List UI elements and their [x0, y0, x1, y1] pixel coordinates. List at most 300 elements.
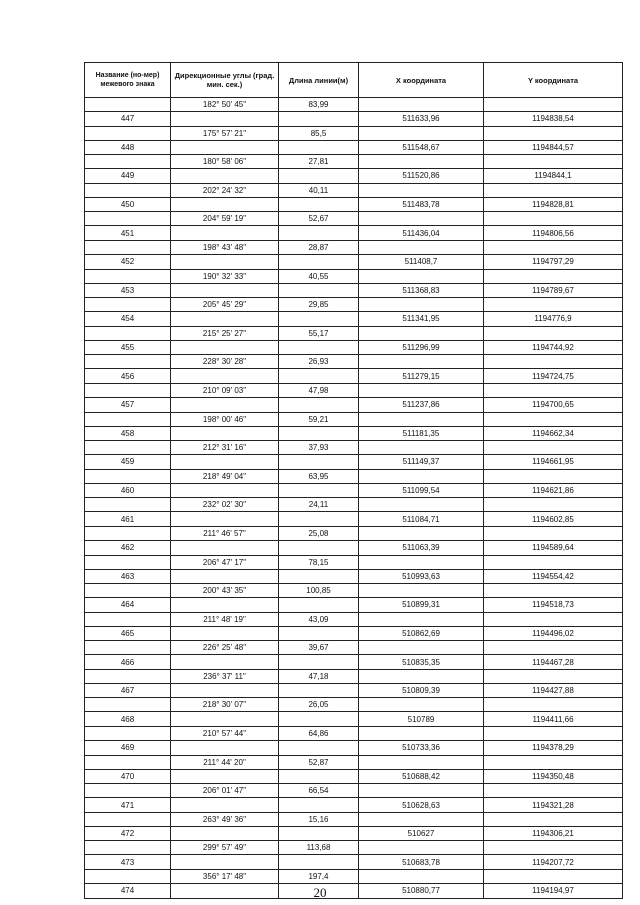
x-coordinate-cell: 511341,95: [359, 312, 484, 327]
y-coordinate-cell-empty: [484, 584, 623, 598]
line-length-cell: 55,17: [279, 326, 359, 340]
point-name-cell-empty: [85, 298, 171, 312]
header-line-length: Длина линии(м): [279, 63, 359, 98]
x-coordinate-cell-empty: [359, 412, 484, 426]
point-name-cell: 452: [85, 254, 171, 269]
y-coordinate-cell: 1194602,85: [484, 512, 623, 527]
line-length-cell: 59,21: [279, 412, 359, 426]
direction-angle-cell-empty: [171, 112, 279, 127]
line-length-cell: 40,11: [279, 183, 359, 197]
direction-angle-cell-empty: [171, 798, 279, 813]
y-coordinate-cell: 1194797,29: [484, 254, 623, 269]
y-coordinate-cell: 1194838,54: [484, 112, 623, 127]
point-row: [85, 512, 623, 527]
point-name-cell-empty: [85, 727, 171, 741]
point-row: [85, 197, 623, 212]
y-coordinate-cell-empty: [484, 698, 623, 712]
segment-row: [85, 355, 623, 369]
point-name-cell-empty: [85, 641, 171, 655]
line-length-cell: 85,5: [279, 126, 359, 140]
y-coordinate-cell-empty: [484, 355, 623, 369]
segment-row: [85, 412, 623, 426]
x-coordinate-cell-empty: [359, 526, 484, 540]
x-coordinate-cell: 511368,83: [359, 283, 484, 298]
direction-angle-cell: 356° 17' 48": [171, 870, 279, 884]
direction-angle-cell: 206° 01' 47": [171, 784, 279, 798]
x-coordinate-cell: 510809,39: [359, 683, 484, 698]
y-coordinate-cell: 1194496,02: [484, 626, 623, 641]
line-length-cell-empty: [279, 626, 359, 641]
x-coordinate-cell-empty: [359, 641, 484, 655]
x-coordinate-cell: 511548,67: [359, 140, 484, 155]
point-row: [85, 283, 623, 298]
x-coordinate-cell: 510993,63: [359, 569, 484, 584]
point-name-cell: 467: [85, 683, 171, 698]
direction-angle-cell: 212° 31' 16": [171, 441, 279, 455]
line-length-cell-empty: [279, 826, 359, 841]
line-length-cell-empty: [279, 112, 359, 127]
segment-row: [85, 870, 623, 884]
y-coordinate-cell: 1194621,86: [484, 483, 623, 498]
point-row: [85, 540, 623, 555]
line-length-cell-empty: [279, 769, 359, 784]
segment-row: [85, 755, 623, 769]
direction-angle-cell-empty: [171, 197, 279, 212]
point-name-cell: 461: [85, 512, 171, 527]
x-coordinate-cell-empty: [359, 555, 484, 569]
direction-angle-cell-empty: [171, 483, 279, 498]
direction-angle-cell-empty: [171, 712, 279, 727]
segment-row: [85, 584, 623, 598]
direction-angle-cell: 226° 25' 48": [171, 641, 279, 655]
y-coordinate-cell: 1194378,29: [484, 741, 623, 756]
segment-row: [85, 784, 623, 798]
point-row: [85, 369, 623, 384]
direction-angle-cell-empty: [171, 369, 279, 384]
line-length-cell-empty: [279, 283, 359, 298]
point-name-cell: 459: [85, 455, 171, 470]
y-coordinate-cell: 1194744,92: [484, 340, 623, 355]
line-length-cell-empty: [279, 169, 359, 184]
point-name-cell-empty: [85, 269, 171, 283]
line-length-cell-empty: [279, 683, 359, 698]
y-coordinate-cell: 1194828,81: [484, 197, 623, 212]
segment-row: [85, 727, 623, 741]
line-length-cell: 28,87: [279, 240, 359, 254]
segment-row: [85, 183, 623, 197]
header-direction-angle: Дирекционные углы (град. мин. сек.): [171, 63, 279, 98]
point-name-cell: 456: [85, 369, 171, 384]
y-coordinate-cell: 1194662,34: [484, 426, 623, 441]
direction-angle-cell: 190° 32' 33": [171, 269, 279, 283]
point-name-cell-empty: [85, 555, 171, 569]
point-row: [85, 798, 623, 813]
y-coordinate-cell-empty: [484, 469, 623, 483]
y-coordinate-cell-empty: [484, 555, 623, 569]
y-coordinate-cell-empty: [484, 641, 623, 655]
point-name-cell: 460: [85, 483, 171, 498]
x-coordinate-cell-empty: [359, 355, 484, 369]
segment-row: [85, 155, 623, 169]
line-length-cell-empty: [279, 569, 359, 584]
line-length-cell: 47,98: [279, 383, 359, 397]
y-coordinate-cell-empty: [484, 784, 623, 798]
point-name-cell-empty: [85, 698, 171, 712]
x-coordinate-cell: 510628,63: [359, 798, 484, 813]
x-coordinate-cell-empty: [359, 584, 484, 598]
y-coordinate-cell: 1194350,48: [484, 769, 623, 784]
line-length-cell-empty: [279, 798, 359, 813]
segment-row: [85, 841, 623, 855]
point-name-cell: 447: [85, 112, 171, 127]
line-length-cell-empty: [279, 512, 359, 527]
y-coordinate-cell-empty: [484, 269, 623, 283]
point-name-cell-empty: [85, 812, 171, 826]
x-coordinate-cell-empty: [359, 298, 484, 312]
point-name-cell-empty: [85, 126, 171, 140]
segment-row: [85, 555, 623, 569]
x-coordinate-cell: 510862,69: [359, 626, 484, 641]
point-name-cell: 469: [85, 741, 171, 756]
point-name-cell: 465: [85, 626, 171, 641]
direction-angle-cell-empty: [171, 741, 279, 756]
line-length-cell-empty: [279, 712, 359, 727]
point-name-cell: 454: [85, 312, 171, 327]
point-row: [85, 655, 623, 670]
y-coordinate-cell-empty: [484, 298, 623, 312]
direction-angle-cell: 210° 09' 03": [171, 383, 279, 397]
line-length-cell: 197,4: [279, 870, 359, 884]
point-name-cell: 450: [85, 197, 171, 212]
point-row: [85, 254, 623, 269]
point-row: [85, 683, 623, 698]
direction-angle-cell-empty: [171, 598, 279, 613]
point-name-cell-empty: [85, 212, 171, 226]
point-name-cell-empty: [85, 326, 171, 340]
point-name-cell: 470: [85, 769, 171, 784]
point-name-cell-empty: [85, 98, 171, 112]
point-name-cell-empty: [85, 755, 171, 769]
point-name-cell: 462: [85, 540, 171, 555]
y-coordinate-cell: 1194806,56: [484, 226, 623, 241]
x-coordinate-cell-empty: [359, 698, 484, 712]
point-row: [85, 626, 623, 641]
x-coordinate-cell: 510880,77: [359, 884, 484, 899]
x-coordinate-cell: 511279,15: [359, 369, 484, 384]
segment-row: [85, 298, 623, 312]
y-coordinate-cell-empty: [484, 755, 623, 769]
point-name-cell: 468: [85, 712, 171, 727]
line-length-cell: 26,93: [279, 355, 359, 369]
point-name-cell: 474: [85, 884, 171, 899]
line-length-cell-empty: [279, 254, 359, 269]
point-row: [85, 312, 623, 327]
y-coordinate-cell-empty: [484, 669, 623, 683]
y-coordinate-cell: 1194518,73: [484, 598, 623, 613]
y-coordinate-cell-empty: [484, 841, 623, 855]
direction-angle-cell: 232° 02' 30": [171, 498, 279, 512]
y-coordinate-cell-empty: [484, 526, 623, 540]
line-length-cell-empty: [279, 340, 359, 355]
line-length-cell: 83,99: [279, 98, 359, 112]
direction-angle-cell-empty: [171, 626, 279, 641]
point-name-cell: 457: [85, 397, 171, 412]
x-coordinate-cell-empty: [359, 126, 484, 140]
x-coordinate-cell: 510683,78: [359, 855, 484, 870]
point-name-cell-empty: [85, 240, 171, 254]
direction-angle-cell-empty: [171, 426, 279, 441]
y-coordinate-cell: 1194321,28: [484, 798, 623, 813]
y-coordinate-cell-empty: [484, 498, 623, 512]
y-coordinate-cell-empty: [484, 183, 623, 197]
point-name-cell-empty: [85, 155, 171, 169]
header-x-coordinate: X координата: [359, 63, 484, 98]
x-coordinate-cell-empty: [359, 269, 484, 283]
direction-angle-cell: 263° 49' 36": [171, 812, 279, 826]
direction-angle-cell-empty: [171, 769, 279, 784]
segment-row: [85, 698, 623, 712]
x-coordinate-cell-empty: [359, 383, 484, 397]
x-coordinate-cell-empty: [359, 612, 484, 626]
point-row: [85, 455, 623, 470]
coordinates-table-container: [84, 62, 622, 899]
y-coordinate-cell: 1194844,1: [484, 169, 623, 184]
line-length-cell: 40,55: [279, 269, 359, 283]
y-coordinate-cell: 1194789,67: [484, 283, 623, 298]
point-row: [85, 741, 623, 756]
direction-angle-cell: 180° 58' 06": [171, 155, 279, 169]
segment-row: [85, 469, 623, 483]
point-row: [85, 769, 623, 784]
point-name-cell-empty: [85, 183, 171, 197]
direction-angle-cell-empty: [171, 512, 279, 527]
segment-row: [85, 269, 623, 283]
direction-angle-cell: 198° 00' 46": [171, 412, 279, 426]
line-length-cell: 39,67: [279, 641, 359, 655]
x-coordinate-cell-empty: [359, 469, 484, 483]
x-coordinate-cell: 511149,37: [359, 455, 484, 470]
line-length-cell: 63,95: [279, 469, 359, 483]
x-coordinate-cell: 511408,7: [359, 254, 484, 269]
line-length-cell: 64,86: [279, 727, 359, 741]
direction-angle-cell-empty: [171, 169, 279, 184]
direction-angle-cell-empty: [171, 455, 279, 470]
point-name-cell-empty: [85, 870, 171, 884]
segment-row: [85, 326, 623, 340]
page-number: 20: [313, 885, 327, 900]
point-name-cell-empty: [85, 669, 171, 683]
y-coordinate-cell: 1194554,42: [484, 569, 623, 584]
point-name-cell: 451: [85, 226, 171, 241]
line-length-cell-empty: [279, 369, 359, 384]
direction-angle-cell: 202° 24' 32": [171, 183, 279, 197]
segment-row: [85, 812, 623, 826]
y-coordinate-cell-empty: [484, 412, 623, 426]
line-length-cell-empty: [279, 855, 359, 870]
point-name-cell: 471: [85, 798, 171, 813]
direction-angle-cell: 206° 47' 17": [171, 555, 279, 569]
direction-angle-cell-empty: [171, 312, 279, 327]
segment-row: [85, 98, 623, 112]
line-length-cell: 26,05: [279, 698, 359, 712]
line-length-cell: 27,81: [279, 155, 359, 169]
x-coordinate-cell: 511099,54: [359, 483, 484, 498]
y-coordinate-cell: 1194724,75: [484, 369, 623, 384]
x-coordinate-cell: 510835,35: [359, 655, 484, 670]
point-row: [85, 569, 623, 584]
line-length-cell: 43,09: [279, 612, 359, 626]
line-length-cell: 52,67: [279, 212, 359, 226]
y-coordinate-cell-empty: [484, 155, 623, 169]
x-coordinate-cell-empty: [359, 98, 484, 112]
line-length-cell: 15,16: [279, 812, 359, 826]
y-coordinate-cell-empty: [484, 326, 623, 340]
x-coordinate-cell: 510688,42: [359, 769, 484, 784]
x-coordinate-cell-empty: [359, 870, 484, 884]
x-coordinate-cell-empty: [359, 183, 484, 197]
line-length-cell-empty: [279, 598, 359, 613]
x-coordinate-cell: 511181,35: [359, 426, 484, 441]
line-length-cell: 113,68: [279, 841, 359, 855]
y-coordinate-cell: 1194411,66: [484, 712, 623, 727]
point-row: [85, 112, 623, 127]
direction-angle-cell: 210° 57' 44": [171, 727, 279, 741]
direction-angle-cell: 205° 45' 29": [171, 298, 279, 312]
boundary-points-table: [84, 62, 623, 899]
y-coordinate-cell-empty: [484, 240, 623, 254]
point-name-cell-empty: [85, 498, 171, 512]
x-coordinate-cell: 511483,78: [359, 197, 484, 212]
segment-row: [85, 383, 623, 397]
table-header-row: [85, 63, 623, 98]
point-row: [85, 855, 623, 870]
line-length-cell: 25,08: [279, 526, 359, 540]
x-coordinate-cell-empty: [359, 212, 484, 226]
line-length-cell-empty: [279, 741, 359, 756]
direction-angle-cell-empty: [171, 254, 279, 269]
direction-angle-cell: 215° 25' 27": [171, 326, 279, 340]
direction-angle-cell: 299° 57' 49": [171, 841, 279, 855]
point-name-cell-empty: [85, 784, 171, 798]
x-coordinate-cell-empty: [359, 498, 484, 512]
direction-angle-cell-empty: [171, 569, 279, 584]
y-coordinate-cell: 1194700,65: [484, 397, 623, 412]
x-coordinate-cell: 511520,86: [359, 169, 484, 184]
y-coordinate-cell: 1194306,21: [484, 826, 623, 841]
direction-angle-cell-empty: [171, 340, 279, 355]
y-coordinate-cell-empty: [484, 870, 623, 884]
direction-angle-cell: 211° 44' 20": [171, 755, 279, 769]
header-y-coordinate: Y координата: [484, 63, 623, 98]
header-point-name: Название (но-мер) межевого знака: [85, 63, 171, 98]
y-coordinate-cell: 1194427,88: [484, 683, 623, 698]
direction-angle-cell-empty: [171, 855, 279, 870]
y-coordinate-cell-empty: [484, 126, 623, 140]
line-length-cell-empty: [279, 540, 359, 555]
direction-angle-cell-empty: [171, 540, 279, 555]
line-length-cell: 24,11: [279, 498, 359, 512]
x-coordinate-cell: 511633,96: [359, 112, 484, 127]
point-name-cell: 453: [85, 283, 171, 298]
direction-angle-cell: 228° 30' 28": [171, 355, 279, 369]
line-length-cell: 47,18: [279, 669, 359, 683]
point-row: [85, 826, 623, 841]
point-name-cell: 473: [85, 855, 171, 870]
table-body: [85, 98, 623, 899]
line-length-cell: 29,85: [279, 298, 359, 312]
line-length-cell: 52,87: [279, 755, 359, 769]
point-name-cell: 455: [85, 340, 171, 355]
point-name-cell-empty: [85, 412, 171, 426]
line-length-cell: 78,15: [279, 555, 359, 569]
y-coordinate-cell-empty: [484, 727, 623, 741]
x-coordinate-cell: 511084,71: [359, 512, 484, 527]
point-name-cell-empty: [85, 526, 171, 540]
y-coordinate-cell: 1194776,9: [484, 312, 623, 327]
x-coordinate-cell-empty: [359, 841, 484, 855]
point-row: [85, 426, 623, 441]
segment-row: [85, 126, 623, 140]
point-name-cell-empty: [85, 441, 171, 455]
line-length-cell-empty: [279, 312, 359, 327]
x-coordinate-cell: 511237,86: [359, 397, 484, 412]
x-coordinate-cell-empty: [359, 727, 484, 741]
direction-angle-cell: 175° 57' 21": [171, 126, 279, 140]
point-name-cell: 466: [85, 655, 171, 670]
x-coordinate-cell: 511063,39: [359, 540, 484, 555]
x-coordinate-cell: 511436,04: [359, 226, 484, 241]
x-coordinate-cell: 511296,99: [359, 340, 484, 355]
point-name-cell: 449: [85, 169, 171, 184]
x-coordinate-cell-empty: [359, 441, 484, 455]
x-coordinate-cell: 510733,36: [359, 741, 484, 756]
point-name-cell: 463: [85, 569, 171, 584]
point-name-cell: 472: [85, 826, 171, 841]
point-row: [85, 598, 623, 613]
segment-row: [85, 212, 623, 226]
direction-angle-cell-empty: [171, 397, 279, 412]
direction-angle-cell-empty: [171, 140, 279, 155]
point-name-cell: 458: [85, 426, 171, 441]
point-row: [85, 140, 623, 155]
direction-angle-cell: 211° 48' 19": [171, 612, 279, 626]
y-coordinate-cell: 1194207,72: [484, 855, 623, 870]
direction-angle-cell-empty: [171, 683, 279, 698]
segment-row: [85, 240, 623, 254]
line-length-cell-empty: [279, 655, 359, 670]
point-row: [85, 226, 623, 241]
x-coordinate-cell: 510627: [359, 826, 484, 841]
line-length-cell: 66,54: [279, 784, 359, 798]
y-coordinate-cell-empty: [484, 441, 623, 455]
y-coordinate-cell: 1194844,57: [484, 140, 623, 155]
segment-row: [85, 441, 623, 455]
line-length-cell: 37,93: [279, 441, 359, 455]
point-name-cell: 464: [85, 598, 171, 613]
y-coordinate-cell: 1194467,28: [484, 655, 623, 670]
segment-row: [85, 498, 623, 512]
y-coordinate-cell-empty: [484, 383, 623, 397]
x-coordinate-cell-empty: [359, 784, 484, 798]
point-name-cell-empty: [85, 612, 171, 626]
direction-angle-cell: 204° 59' 19": [171, 212, 279, 226]
y-coordinate-cell-empty: [484, 812, 623, 826]
point-row: [85, 169, 623, 184]
line-length-cell-empty: [279, 455, 359, 470]
point-row: [85, 397, 623, 412]
x-coordinate-cell-empty: [359, 240, 484, 254]
point-name-cell-empty: [85, 584, 171, 598]
